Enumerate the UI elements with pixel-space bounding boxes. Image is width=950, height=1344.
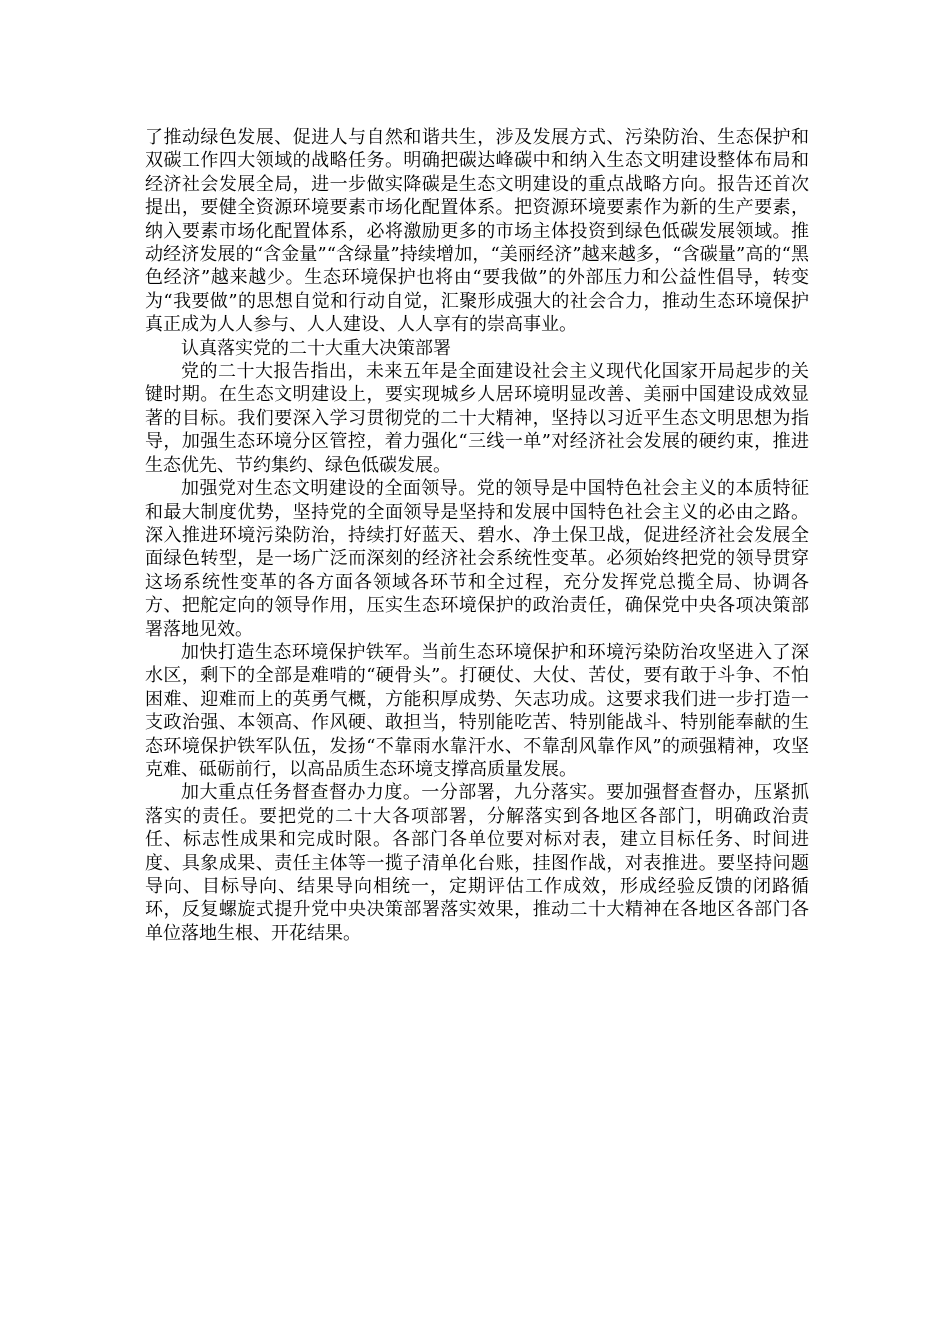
paragraph-party-leadership: 加强党对生态文明建设的全面领导。党的领导是中国特色社会主义的本质特征和最大制度优势，坚持党的全面领导是坚持和发展中国特色社会主义的必由之路。深入推进环境污染防治，持续打好蓝天、碧水、净土保卫战，促进经济社会发展全面绿色转型，是一场广泛而深刻的经济社会系统性变革。必须始终把党的领导贯穿这场系统性变革的各方面各领域各环节和全过程，充分发挥党总揽全局、协调各方、把舵定向的领导作用，压实生态环境保护的政治责任，确保党中央各项决策部署落地见效。 — [145, 478, 809, 640]
paragraph-supervision: 加大重点任务督查督办力度。一分部署，九分落实。要加强督查督办，压紧抓落实的责任。要把党的二十大各项部署，分解落实到各地区各部门，明确政治责任、标志性成果和完成时限。各部门各单位要对标对表，建立目标任务、时间进度、具象成果、责任主体等一揽子清单化台账，挂图作战，对表推进。要坚持问题导向、目标导向、结果导向相统一，定期评估工作成效，形成经验反馈的闭路循环，反复螺旋式提升党中央决策部署落实效果，推动二十大精神在各地区各部门各单位落地生根、开花结果。 — [145, 782, 809, 944]
paragraph-iron-army: 加快打造生态环境保护铁军。当前生态环境保护和环境污染防治攻坚进入了深水区，剩下的全部是难啃的“硬骨头”。打硬仗、大仗、苦仗，要有敢于斗争、不怕困难、迎难而上的英勇气概，方能积厚成势、矢志功成。这要求我们进一步打造一支政治强、本领高、作风硬、敢担当，特别能吃苦、特别能战斗、特别能奉献的生态环境保护铁军队伍，发扬“不靠雨水靠汗水、不靠刮风靠作风”的顽强精神，攻坚克难、砥砺前行，以高品质生态环境支撑高质量发展。 — [145, 641, 809, 780]
paragraph-continuation: 了推动绿色发展、促进人与自然和谐共生，涉及发展方式、污染防治、生态保护和双碳工作四大领域的战略任务。明确把碳达峰碳中和纳入生态文明建设整体布局和经济社会发展全局，进一步做实降碳是生态文明建设的重点战略方向。报告还首次提出，要健全资源环境要素市场化配置体系。把资源环境要素作为新的生产要素，纳入要素市场化配置体系，必将激励更多的市场主体投资到绿色低碳发展领域。推动经济发展的“含金量”“含绿量”持续增加，“美丽经济”越来越多，“含碳量”高的“黑色经济”越来越少。生态环境保护也将由“要我做”的外部压力和公益性倡导，转变为“我要做”的思想自觉和行动自觉，汇聚形成强大的社会合力，推动生态环境保护真正成为人人参与、人人建设、人人享有的崇高事业。 — [145, 127, 809, 336]
paragraph-intro: 党的二十大报告指出，未来五年是全面建设社会主义现代化国家开局起步的关键时期。在生态文明建设上，要实现城乡人居环境明显改善、美丽中国建设成效显著的目标。我们要深入学习贯彻党的二十大精神，坚持以习近平生态文明思想为指导，加强生态环境分区管控，着力强化“三线一单”对经济社会发展的硬约束，推进生态优先、节约集约、绿色低碳发展。 — [145, 361, 809, 476]
section-heading: 认真落实党的二十大重大决策部署 — [181, 337, 451, 359]
document-page — [145, 126, 809, 945]
